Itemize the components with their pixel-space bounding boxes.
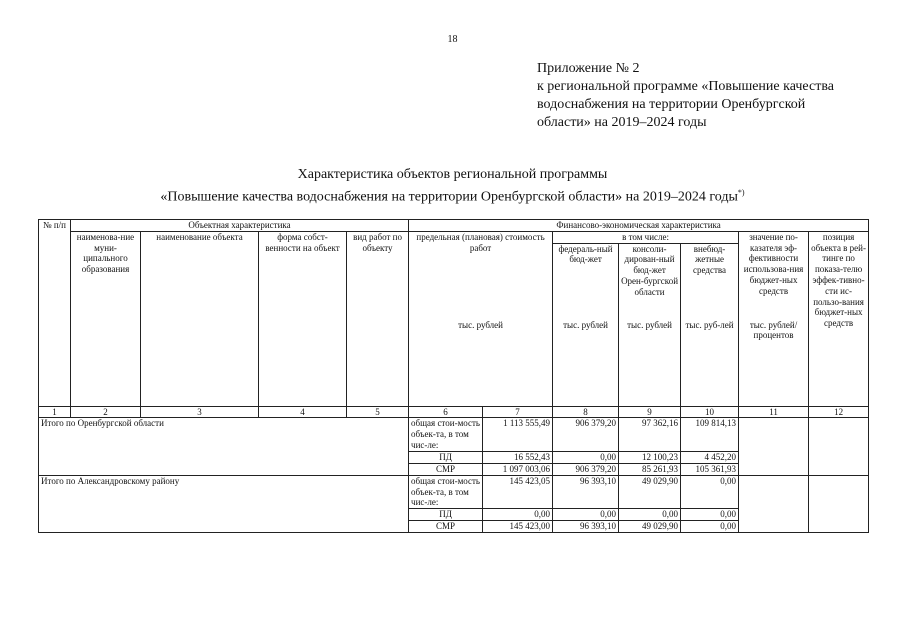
cell-consolidated: 97 362,16 xyxy=(619,418,681,451)
cell-consolidated: 0,00 xyxy=(619,509,681,521)
column-number: 7 xyxy=(483,406,553,418)
col-federal-header: федераль-ный бюд-жет xyxy=(553,243,619,320)
col-consolidated-header: консоли-дирован-ный бюд-жет Орен-бургской области xyxy=(619,243,681,320)
cell-extrabudget: 0,00 xyxy=(681,475,739,508)
cell-rating xyxy=(809,475,869,532)
cell-federal: 906 379,20 xyxy=(553,463,619,475)
cell-consolidated: 49 029,90 xyxy=(619,475,681,508)
row-label: ПД xyxy=(409,451,483,463)
column-number: 9 xyxy=(619,406,681,418)
col-object-name-header: наименование объекта xyxy=(141,231,259,406)
cell-consolidated: 85 261,93 xyxy=(619,463,681,475)
cell-total: 16 552,43 xyxy=(483,451,553,463)
column-number: 8 xyxy=(553,406,619,418)
appendix-line-1: Приложение № 2 xyxy=(537,61,640,76)
unit-federal: тыс. рублей xyxy=(553,320,619,407)
col-municipality-header: наименова-ние муни-ципального образования xyxy=(71,231,141,406)
page-number: 18 xyxy=(447,34,458,45)
objects-table xyxy=(38,219,869,533)
col-including-header: в том числе: xyxy=(553,231,739,243)
cell-total: 1 097 003,06 xyxy=(483,463,553,475)
cell-consolidated: 49 029,90 xyxy=(619,521,681,533)
header-row-1 xyxy=(39,220,869,232)
row-label: СМР xyxy=(409,521,483,533)
cell-total: 145 423,00 xyxy=(483,521,553,533)
col-efficiency-header: значение по-казателя эф-фективности использова-ния бюджет-ных средств xyxy=(739,231,809,319)
table-row xyxy=(39,475,869,508)
col-cost-header: предельная (плановая) стоимость работ xyxy=(409,231,553,319)
group-name: Итого по Оренбургской области xyxy=(39,418,409,475)
cell-federal: 0,00 xyxy=(553,509,619,521)
appendix-line-2: к региональной программе «Повышение качества xyxy=(537,79,834,94)
appendix-line-4: области» на 2019–2024 годы xyxy=(537,115,707,130)
column-number: 5 xyxy=(347,406,409,418)
header-row-2 xyxy=(39,231,869,243)
title-line-2-text: «Повышение качества водоснабжения на территории Оренбургской области» на 2019–2024 годы xyxy=(160,189,738,205)
cell-federal: 96 393,10 xyxy=(553,475,619,508)
column-number: 10 xyxy=(681,406,739,418)
column-number: 11 xyxy=(739,406,809,418)
cell-federal: 96 393,10 xyxy=(553,521,619,533)
appendix-line-3: водоснабжения на территории Оренбургской xyxy=(537,97,806,112)
footnote-mark: *) xyxy=(737,188,745,197)
row-label: общая стои-мость объек-та, в том чис-ле: xyxy=(409,418,483,451)
cell-extrabudget: 109 814,13 xyxy=(681,418,739,451)
cell-efficiency xyxy=(739,475,809,532)
unit-consolidated: тыс. рублей xyxy=(619,320,681,407)
title-line-1: Характеристика объектов региональной программы xyxy=(297,167,608,182)
cell-rating xyxy=(809,418,869,475)
cell-total: 1 113 555,49 xyxy=(483,418,553,451)
col-rating-header: позиция объекта в рей-тинге по показа-телю эффек-тивно-сти ис-пользо-вания бюджет-ных средств xyxy=(809,231,869,406)
cell-extrabudget: 0,00 xyxy=(681,521,739,533)
cell-efficiency xyxy=(739,418,809,475)
row-label: общая стои-мость объек-та, в том чис-ле: xyxy=(409,475,483,508)
col-ownership-header: форма собст-венности на объект xyxy=(259,231,347,406)
cell-total: 0,00 xyxy=(483,509,553,521)
cell-extrabudget: 0,00 xyxy=(681,509,739,521)
row-label: ПД xyxy=(409,509,483,521)
cell-extrabudget: 4 452,20 xyxy=(681,451,739,463)
col-extrabudget-header: внебюд-жетные средства xyxy=(681,243,739,320)
cell-consolidated: 12 100,23 xyxy=(619,451,681,463)
unit-efficiency: тыс. рублей/ процентов xyxy=(739,320,809,407)
cell-total: 145 423,05 xyxy=(483,475,553,508)
unit-cost: тыс. рублей xyxy=(409,320,553,407)
cell-extrabudget: 105 361,93 xyxy=(681,463,739,475)
col-num-header: № п/п xyxy=(39,220,71,407)
group-name: Итого по Александровскому району xyxy=(39,475,409,532)
unit-extrabudget: тыс. руб-лей xyxy=(681,320,739,407)
cell-federal: 0,00 xyxy=(553,451,619,463)
document-title xyxy=(0,166,905,207)
column-number: 4 xyxy=(259,406,347,418)
title-line-2 xyxy=(0,184,905,207)
row-label: СМР xyxy=(409,463,483,475)
column-number: 3 xyxy=(141,406,259,418)
column-number: 12 xyxy=(809,406,869,418)
table-row xyxy=(39,418,869,451)
cell-federal: 906 379,20 xyxy=(553,418,619,451)
column-number: 6 xyxy=(409,406,483,418)
column-numbers-row xyxy=(39,406,869,418)
appendix-caption xyxy=(537,60,897,132)
column-number: 1 xyxy=(39,406,71,418)
group-finance-header: Финансово-экономическая характеристика xyxy=(409,220,869,232)
col-work-type-header: вид работ по объекту xyxy=(347,231,409,406)
group-object-header: Объектная характеристика xyxy=(71,220,409,232)
column-number: 2 xyxy=(71,406,141,418)
